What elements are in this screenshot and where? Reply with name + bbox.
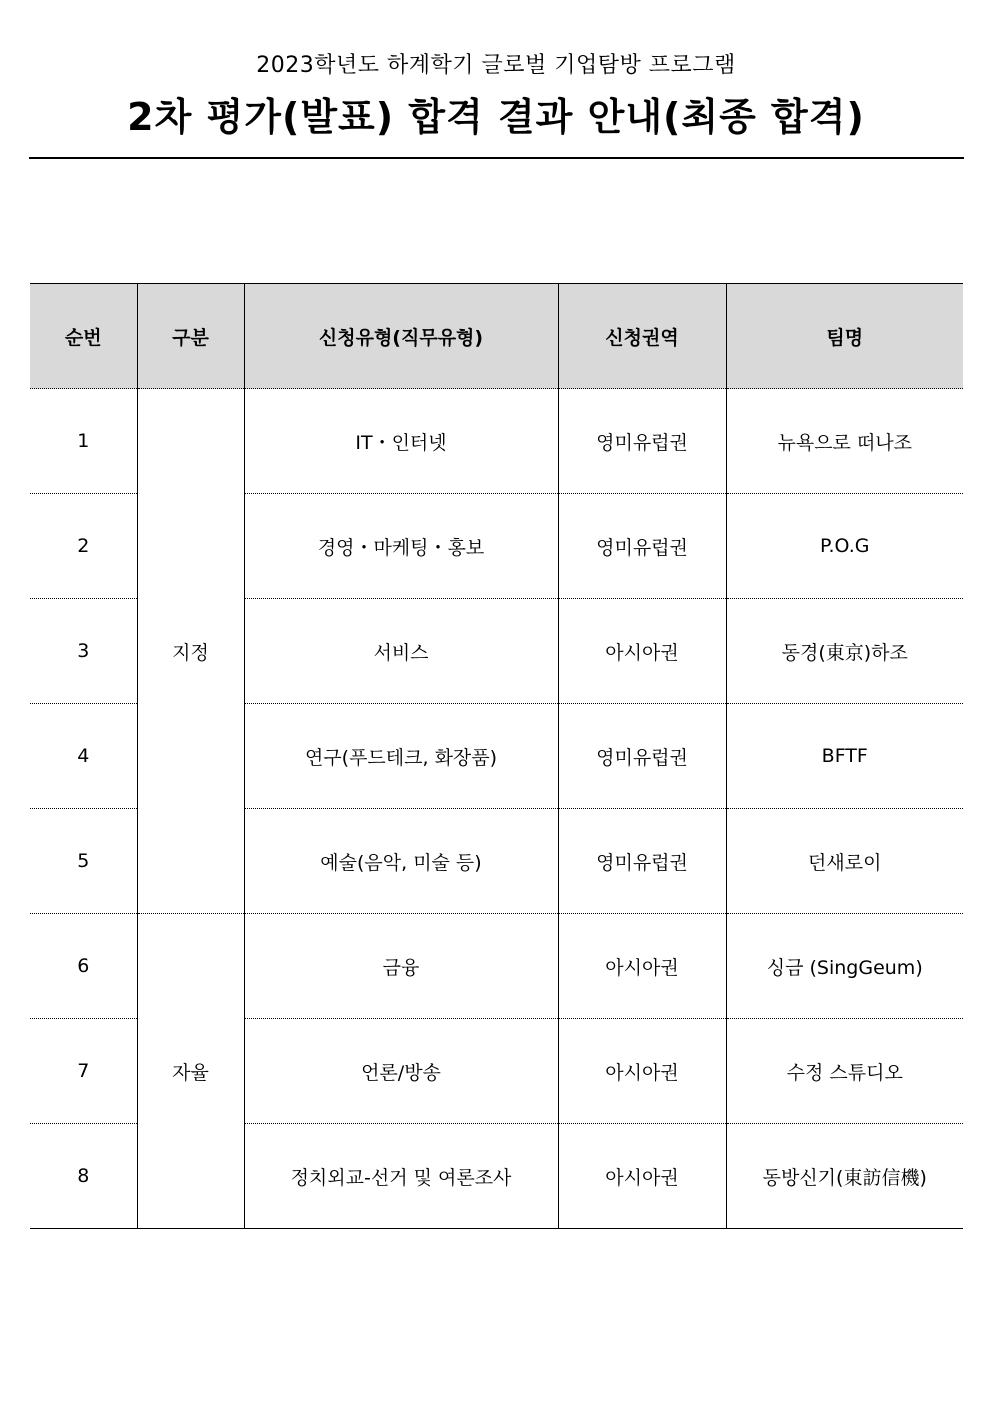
- title-divider: [29, 157, 964, 159]
- row-number: 5: [30, 809, 137, 914]
- region-cell: 영미유럽권: [558, 389, 726, 494]
- column-header-number: 순번: [30, 284, 137, 389]
- team-name-cell: 뉴욕으로 떠나조: [726, 389, 963, 494]
- application-type-cell: 예술(음악, 미술 등): [244, 809, 558, 914]
- document-title: 2차 평가(발표) 합격 결과 안내(최종 합격): [127, 95, 865, 139]
- results-table: [30, 283, 963, 1229]
- team-name-cell: 던새로이: [726, 809, 963, 914]
- row-number: 6: [30, 914, 137, 1019]
- application-type-cell: IT・인터넷: [244, 389, 558, 494]
- row-number: 2: [30, 494, 137, 599]
- category-cell-autonomous: 자율: [137, 914, 244, 1229]
- column-header-application-type: 신청유형(직무유형): [244, 284, 558, 389]
- row-number: 4: [30, 704, 137, 809]
- team-name-cell: P.O.G: [726, 494, 963, 599]
- team-name-cell: 싱금 (SingGeum): [726, 914, 963, 1019]
- application-type-cell: 서비스: [244, 599, 558, 704]
- document-subtitle: 2023학년도 하계학기 글로벌 기업탐방 프로그램: [256, 53, 736, 78]
- region-cell: 영미유럽권: [558, 704, 726, 809]
- table-row: [30, 389, 963, 494]
- application-type-cell: 정치외교-선거 및 여론조사: [244, 1124, 558, 1229]
- region-cell: 영미유럽권: [558, 494, 726, 599]
- team-name-cell: 동방신기(東訪信機): [726, 1124, 963, 1229]
- row-number: 3: [30, 599, 137, 704]
- table-row: [30, 914, 963, 1019]
- application-type-cell: 연구(푸드테크, 화장품): [244, 704, 558, 809]
- application-type-cell: 금융: [244, 914, 558, 1019]
- table-header-row: [30, 284, 963, 389]
- category-cell-designated: 지정: [137, 389, 244, 914]
- row-number: 8: [30, 1124, 137, 1229]
- application-type-cell: 언론/방송: [244, 1019, 558, 1124]
- team-name-cell: 동경(東京)하조: [726, 599, 963, 704]
- region-cell: 아시아권: [558, 599, 726, 704]
- column-header-team-name: 팀명: [726, 284, 963, 389]
- row-number: 1: [30, 389, 137, 494]
- region-cell: 아시아권: [558, 914, 726, 1019]
- region-cell: 아시아권: [558, 1019, 726, 1124]
- row-number: 7: [30, 1019, 137, 1124]
- column-header-category: 구분: [137, 284, 244, 389]
- column-header-region: 신청권역: [558, 284, 726, 389]
- application-type-cell: 경영・마케팅・홍보: [244, 494, 558, 599]
- team-name-cell: 수정 스튜디오: [726, 1019, 963, 1124]
- team-name-cell: BFTF: [726, 704, 963, 809]
- region-cell: 영미유럽권: [558, 809, 726, 914]
- region-cell: 아시아권: [558, 1124, 726, 1229]
